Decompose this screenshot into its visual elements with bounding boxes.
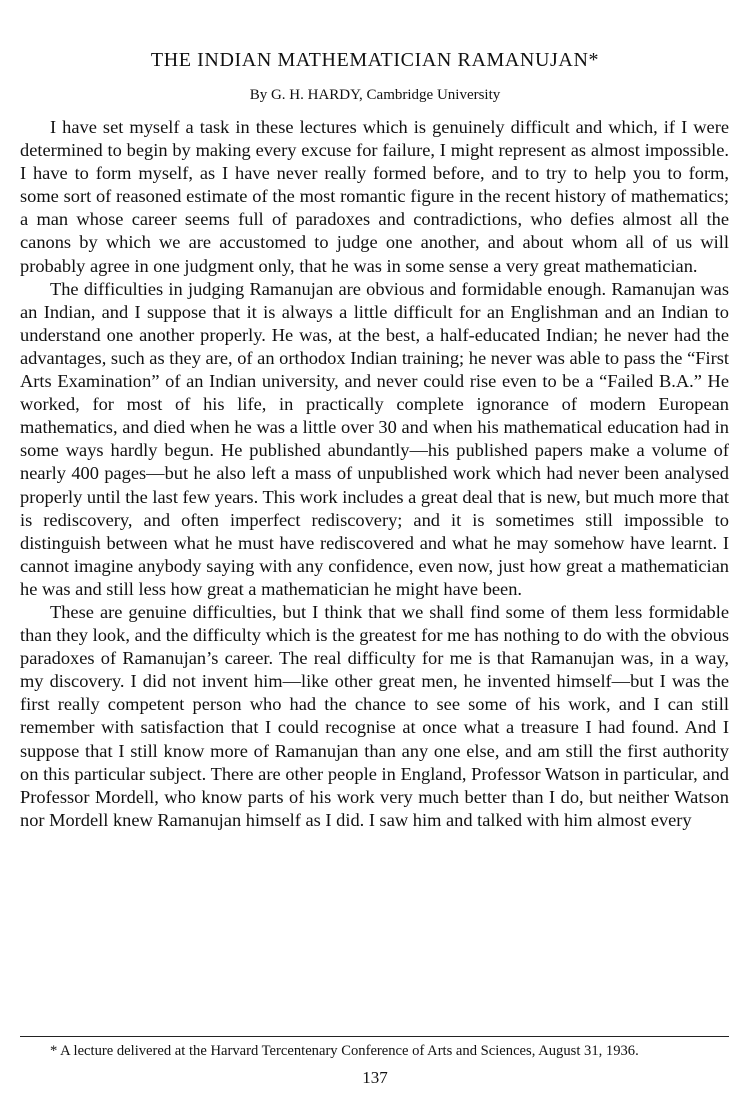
page-number: 137	[362, 1068, 388, 1087]
paragraph-2: The difficulties in judging Ramanujan are obvious and formidable enough. Ramanujan was an Indian, and I suppose that it is always a little difficult for an Englishman and an Indian to understand one another properly. He was, at the best, a half-educated Indian; he never had the advantages, such as they are, of an orthodox Indian training; he never was able to pass the “First Arts Examination” of an Indian university, and never could rise even to be a “Failed B.A.” He worked, for most of his life, in practically complete ignorance of modern European mathematics, and died when he was a little over 30 and when his mathematical education had in some ways hardly begun. He published abundantly—his published papers make a volume of nearly 400 pages—but he also left a mass of unpublished work which had never been analysed properly until the last few years. This work includes a great deal that is new, but much more that is rediscovery, and often imperfect rediscovery; and it is sometimes still impossible to distinguish between what he must have rediscovered and what he may somehow have learnt. I cannot imagine anybody saying with any confidence, even now, just how great a mathematician he was and still less how great a mathematician he might have been.	[20, 278, 729, 599]
author-byline: By G. H. HARDY, Cambridge University	[249, 87, 501, 103]
paragraph-3: These are genuine difficulties, but I think that we shall find some of them less formidable than they look, and the difficulty which is the greatest for me has nothing to do with the obvious paradoxes of Ramanujan’s career. The real difficulty for me is that Ramanujan was, in a way, my discovery. I did not invent him—like other great men, he invented himself—but I was the first really competent person who had the chance to see some of his work, and I can still remember with satisfaction that I could recognise at once what a treasure I had found. And I suppose that I still know more of Ramanujan than any one else, and am still the first authority on this particular subject. There are other people in England, Professor Watson in particular, and Professor Mordell, who know parts of his work very much better than I do, but neither Watson nor Mordell knew Ramanujan himself as I did. I saw him and talked with him almost every	[20, 601, 729, 830]
article-title: THE INDIAN MATHEMATICIAN RAMANUJAN*	[150, 49, 600, 71]
paragraph-1: I have set myself a task in these lectures which is genuinely difficult and which, if I were determined to begin by making every excuse for failure, I might represent as almost impossible. I have to form myself, as I have never really formed before, and to try to help you to form, some sort of reasoned estimate of the most romantic figure in the recent history of mathematics; a man whose career seems full of paradoxes and contradictions, who defies almost all the canons by which we are accustomed to judge one another, and about whom all of us will probably agree in one judgment only, that he was in some sense a very great mathematician.	[20, 117, 729, 276]
footnote: * A lecture delivered at the Harvard Tercentenary Conference of Arts and Sciences, August 31, 1936.	[50, 1043, 639, 1059]
footnote-divider	[20, 1036, 729, 1037]
article-body	[20, 116, 729, 832]
